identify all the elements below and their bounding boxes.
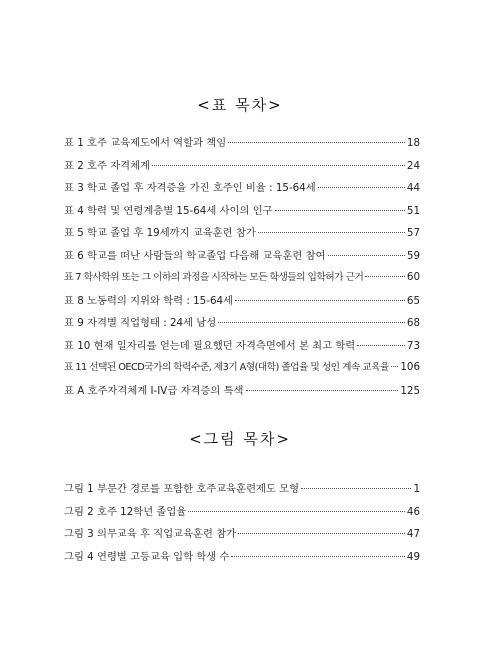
tables-list bbox=[64, 134, 420, 404]
toc-entry[interactable] bbox=[64, 480, 420, 503]
dot-leader bbox=[301, 488, 411, 489]
dot-leader bbox=[231, 556, 404, 557]
dot-leader bbox=[357, 345, 405, 346]
toc-entry-page: 60 bbox=[406, 271, 420, 283]
toc-entry[interactable] bbox=[64, 359, 420, 382]
toc-entry-page: 44 bbox=[406, 182, 420, 194]
toc-entry-page: 65 bbox=[406, 294, 420, 307]
toc-entry-page: 1 bbox=[413, 483, 420, 495]
toc-entry-label: 그림 4 연령별 고등교육 입학 학생 수 bbox=[64, 550, 230, 563]
toc-entry[interactable] bbox=[64, 525, 420, 548]
toc-entry[interactable] bbox=[64, 548, 420, 571]
toc-entry-label: 그림 2 호주 12학년 졸업율 bbox=[64, 505, 187, 518]
dot-leader bbox=[365, 276, 405, 277]
dot-leader bbox=[238, 533, 405, 534]
toc-entry[interactable] bbox=[64, 202, 420, 225]
toc-entry-label: 표 1 호주 교육제도에서 역할과 책임 bbox=[64, 137, 227, 149]
toc-entry[interactable] bbox=[64, 337, 420, 360]
toc-entry-page: 49 bbox=[406, 550, 420, 563]
toc-entry-page: 51 bbox=[406, 204, 420, 217]
dot-leader bbox=[152, 165, 405, 166]
dot-leader bbox=[258, 232, 405, 233]
dot-leader bbox=[218, 322, 405, 323]
toc-entry[interactable] bbox=[64, 292, 420, 315]
toc-entry[interactable] bbox=[64, 382, 420, 405]
toc-entry-label: 표 4 학력 및 연령계층별 15-64세 사이의 인구 bbox=[64, 204, 273, 217]
dot-leader bbox=[275, 210, 405, 211]
toc-entry-page: 73 bbox=[406, 339, 420, 352]
toc-entry[interactable] bbox=[64, 314, 420, 337]
toc-entry-page: 106 bbox=[400, 361, 420, 373]
dot-leader bbox=[188, 511, 405, 512]
toc-entry-page: 18 bbox=[406, 137, 420, 149]
toc-entry-label: 표 9 자격별 직업형태 : 24세 남성 bbox=[64, 317, 217, 329]
dot-leader bbox=[318, 187, 405, 188]
toc-entry-label: 표 7 학사학위 또는 그 이하의 과정을 시작하는 모든 학생들의 입학허가 근거 bbox=[64, 272, 364, 283]
toc-entry-page: 68 bbox=[406, 317, 420, 329]
toc-entry[interactable] bbox=[64, 269, 420, 292]
toc-entry-page: 59 bbox=[406, 249, 420, 262]
toc-entry-label: 표 8 노동력의 지위와 학력 : 15-64세 bbox=[64, 294, 233, 307]
dot-leader bbox=[328, 255, 405, 256]
toc-entry[interactable] bbox=[64, 134, 420, 157]
dot-leader bbox=[228, 142, 405, 143]
dot-leader bbox=[246, 390, 399, 391]
toc-entry[interactable] bbox=[64, 224, 420, 247]
figures-list bbox=[64, 480, 420, 570]
toc-entry-label: 그림 1 부문간 경로를 포함한 호주교육훈련제도 모형 bbox=[64, 483, 300, 495]
dot-leader bbox=[391, 366, 399, 367]
toc-entry-label: 표 10 현재 일자리를 얻는데 필요했던 자격측면에서 본 최고 학력 bbox=[64, 339, 356, 352]
figures-section-title: <그림 목차> bbox=[189, 430, 291, 448]
toc-entry-label: 표 2 호주 자격체계 bbox=[64, 159, 150, 172]
toc-entry-label: 표 11 선택된 OECD국가의 학력수준, 제3기 A형(대학) 졸업율 및 성인 계속 교육율 bbox=[64, 362, 389, 373]
toc-entry-label: 표 A 호주자격체계 I-IV급 자격증의 특색 bbox=[64, 384, 244, 397]
toc-entry-page: 57 bbox=[406, 227, 420, 239]
dot-leader bbox=[235, 300, 405, 301]
tables-section-title: <표 목차> bbox=[197, 96, 283, 114]
toc-entry-page: 125 bbox=[400, 384, 420, 397]
toc-entry-page: 47 bbox=[406, 528, 420, 540]
toc-entry[interactable] bbox=[64, 503, 420, 526]
toc-entry-label: 표 5 학교 졸업 후 19세까지 교육훈련 참가 bbox=[64, 227, 256, 239]
toc-entry-page: 24 bbox=[406, 159, 420, 172]
toc-entry[interactable] bbox=[64, 247, 420, 270]
toc-entry[interactable] bbox=[64, 179, 420, 202]
toc-entry-label: 그림 3 의무교육 후 직업교육훈련 참가 bbox=[64, 528, 237, 540]
toc-entry-label: 표 3 학교 졸업 후 자격증을 가진 호주인 비율 : 15-64세 bbox=[64, 182, 316, 194]
toc-entry[interactable] bbox=[64, 157, 420, 180]
toc-entry-label: 표 6 학교를 떠난 사람들의 학교졸업 다음해 교육훈련 참여 bbox=[64, 249, 326, 262]
toc-entry-page: 46 bbox=[406, 505, 420, 518]
